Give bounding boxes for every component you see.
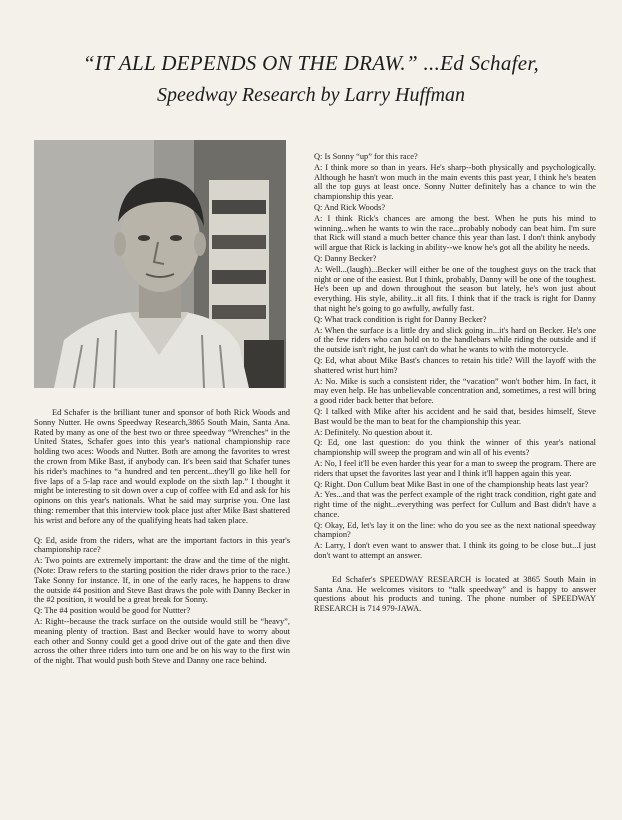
qa-line: A: Definitely. No question about it. xyxy=(314,427,433,437)
qa-line: A: Right--because the track surface on the outside would still be “heavy”, meaning plenty of traction. Bast and Becker would have to worry about each other and Sonny could get a good drive out of the gate and then dive across the other three riders into turn one and be on his way to the first win of the night. That would push both Steve and Danny one race behind. xyxy=(34,616,290,666)
qa-line: A: I think Rick's chances are among the best. When he puts his mind to winning...when he wants to win the race...probably nobody can beat him. I'm sure that Rick will stand a much better chance this year than last. I don't think anybody will argue that Rick is lacking in ability--we know he's got all the ability he needs. xyxy=(314,213,596,253)
qa-line: Q: The #4 position would be good for Nuttter? xyxy=(34,606,191,616)
right-column xyxy=(314,152,596,615)
qa-line: A: When the surface is a little dry and slick going in...it's hard on Becker. He's one of the few riders who can hold on to the handlebars while riding the outside and if the outside isn't right, he just can't do what he wants to with the motorcycle. xyxy=(314,325,596,355)
qa-line: A: No, I feel it'll be even harder this year for a man to sweep the program. There are riders that upset the favorites last year and I think it'll happen again this year. xyxy=(314,458,596,478)
qa-line: A: Well...(laugh)...Becker will either be one of the toughest guys on the track that night or one of the easiest. But I think, probably, Danny will be one of the toughest. He's been up and down throughout the season but lately, he's won just about everything. His style, ability...it all fits. I think that if the track is right for Danny that night he's going to go awfully, awfully fast. xyxy=(314,264,596,313)
qa-line: Q: Ed, what about Mike Bast's chances to retain his title? Will the layoff with the shattered wrist hurt him? xyxy=(314,355,596,375)
article-headline xyxy=(20,50,602,108)
qa-line: A: Two points are extremely important: the draw and the time of the night. (Note: Draw refers to the starting position the rider draws prior to the race.) Take Sonny for instance. If, in one of the early races, he happens to draw the outside #4 position and Steve Bast draws the pole with Danny Becker in the #2 position, it would be a great break for Sonny. xyxy=(34,556,290,605)
headline-byline: Speedway Research by Larry Huffman xyxy=(156,84,466,106)
qa-line: Q: Right. Don Cullum beat Mike Bast in one of the championship heats last year? xyxy=(314,479,589,489)
qa-line: Q: And Rick Woods? xyxy=(314,202,386,212)
closing-paragraph: Ed Schafer's SPEEDWAY RESEARCH is located at 3865 South Main in Santa Ana. He welcomes visitors to “talk speedway” and is happy to answer questions about his products and tuning. The phone number of SPEEDWAY RESEARCH is 714 979-JAWA. xyxy=(314,574,596,614)
left-column xyxy=(34,408,290,667)
qa-line: Q: Ed, aside from the riders, what are the important factors in this year's championship race? xyxy=(34,535,290,555)
intro-paragraph: Ed Schafer is the brilliant tuner and sponsor of both Rick Woods and Sonny Nutter. He owns Speedway Research,3865 South Main, Santa Ana. Rated by many as one of the best two or three speedway “Wrenches” in the United States, Schafer goes into this year's national championship race holding two aces: Woods and Nutter. Both are among the favorites to wrest the crown from Mike Bast, if anybody can. It's been said that Schafer tunes his rider's machines to “a hundred and ten percent...they'll go like hell for five laps of a 5-lap race and would explode on the sixth lap.” I thought it might be interesting to sit down over a cup of coffee with Ed and ask for his opinons on this year's nationals. What he said may surprise you. One last thing: remember that this interview took place just after Mike Bast shattered his wrist and before any of the qualifying heats had taken place. xyxy=(34,408,290,525)
qa-line: A: No. Mike is such a consistent rider, the “vacation” won't bother him. In fact, it may even help. He has unbelievable concentration and, sometimes, a rest will bring a good rider back better that before. xyxy=(314,376,596,406)
qa-line: Q: Danny Becker? xyxy=(314,253,377,263)
headline-title: “IT ALL DEPENDS ON THE DRAW.” ...Ed Schafer, xyxy=(82,51,540,75)
portrait-illustration xyxy=(34,140,286,388)
qa-line: A: Yes...and that was the perfect example of the right track condition, right gate and right time of the night...everything was perfect for Cullum and Bast didn't have a chance. xyxy=(314,490,596,519)
qa-line: Q: Ed, one last question: do you think the winner of this year's national championship will sweep the program and win all of his events? xyxy=(314,438,596,458)
portrait-photo xyxy=(34,140,286,388)
qa-line: Q: What track condition is right for Danny Becker? xyxy=(314,314,487,324)
qa-line: A: Larry, I don't even want to answer that. I think its going to be close but...I just don't want to attempt an answer. xyxy=(314,541,596,561)
qa-line: A: I think more so than in years. He's sharp--both physically and psychologically. Although he hasn't won much in the main events this past year, I think he's beaten all the top guys at least once. Sonny Nutter definitely has a chance to win the championship this year. xyxy=(314,162,596,202)
qa-line: Q: I talked with Mike after his accident and he said that, besides himself, Steve Bast would be the man to beat for the championship this year. xyxy=(314,406,596,426)
qa-line: Q: Is Sonny “up” for this race? xyxy=(314,152,418,161)
qa-line: Q: Okay, Ed, let's lay it on the line: who do you see as the next national speedway champion? xyxy=(314,520,596,540)
